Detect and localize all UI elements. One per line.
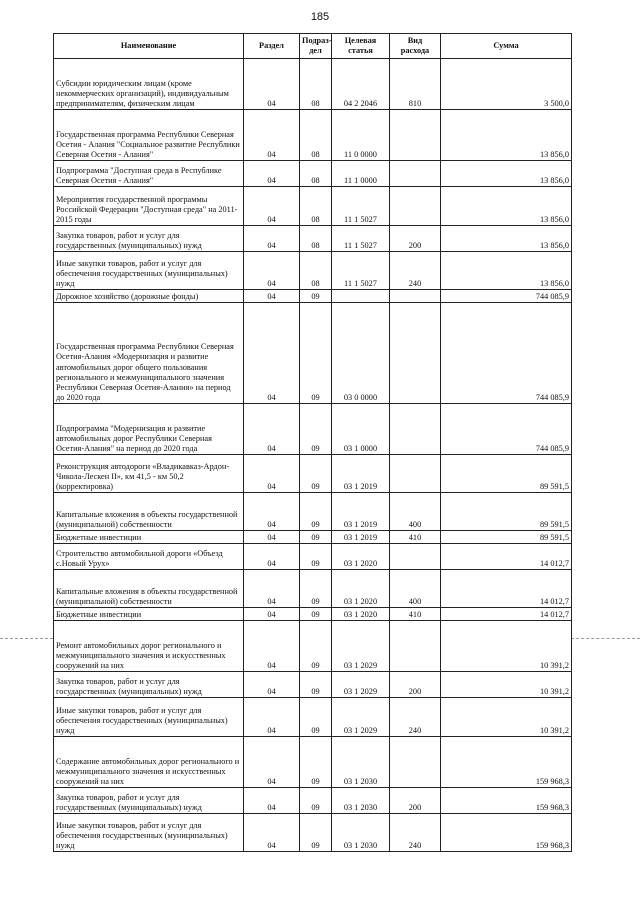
row-target: 11 0 0000 xyxy=(332,110,390,161)
row-name: Государственная программа Республики Северная Осетия - Алания "Социальное развитие Республики Северная Осетия - Алания" xyxy=(54,110,244,161)
table-row xyxy=(54,404,572,455)
row-target: 03 0 0000 xyxy=(332,303,390,404)
row-subsection: 08 xyxy=(300,187,332,226)
row-section: 04 xyxy=(244,531,300,544)
row-subsection: 08 xyxy=(300,161,332,187)
row-section: 04 xyxy=(244,303,300,404)
row-name: Дорожное хозяйство (дорожные фонды) xyxy=(54,290,244,303)
row-amount: 14 012,7 xyxy=(441,544,572,570)
row-section: 04 xyxy=(244,226,300,252)
row-expense-type: 240 xyxy=(390,698,441,737)
table-row xyxy=(54,672,572,698)
row-target: 03 1 2029 xyxy=(332,621,390,672)
table-row xyxy=(54,788,572,814)
row-name: Иные закупки товаров, работ и услуг для обеспечения государственных (муниципальных) нужд xyxy=(54,698,244,737)
row-section: 04 xyxy=(244,455,300,493)
row-target: 11 1 0000 xyxy=(332,161,390,187)
table-row xyxy=(54,226,572,252)
row-expense-type: 400 xyxy=(390,493,441,531)
row-target: 04 2 2046 xyxy=(332,59,390,110)
row-amount: 744 085,9 xyxy=(441,303,572,404)
row-amount: 14 012,7 xyxy=(441,608,572,621)
row-target: 03 1 2019 xyxy=(332,493,390,531)
row-target xyxy=(332,290,390,303)
row-expense-type xyxy=(390,455,441,493)
row-expense-type xyxy=(390,187,441,226)
row-subsection: 09 xyxy=(300,544,332,570)
row-section: 04 xyxy=(244,788,300,814)
column-header-expense-type: Вид расхода xyxy=(390,34,441,59)
row-name: Строительство автомобильной дороги «Объезд с.Новый Урух» xyxy=(54,544,244,570)
row-subsection: 09 xyxy=(300,303,332,404)
table-row xyxy=(54,737,572,788)
table-row xyxy=(54,187,572,226)
table-row xyxy=(54,493,572,531)
row-target: 11 1 5027 xyxy=(332,187,390,226)
row-name: Бюджетные инвестиции xyxy=(54,531,244,544)
row-amount: 89 591,5 xyxy=(441,455,572,493)
row-amount: 10 391,2 xyxy=(441,672,572,698)
row-subsection: 09 xyxy=(300,608,332,621)
row-name: Закупка товаров, работ и услуг для государственных (муниципальных) нужд xyxy=(54,672,244,698)
table-row xyxy=(54,455,572,493)
row-section: 04 xyxy=(244,737,300,788)
margin-dashed-line-right xyxy=(571,638,640,639)
row-target: 11 1 5027 xyxy=(332,226,390,252)
column-header-name: Наименование xyxy=(54,34,244,59)
column-header-section: Раздел xyxy=(244,34,300,59)
row-expense-type xyxy=(390,303,441,404)
table-row xyxy=(54,252,572,290)
row-amount: 89 591,5 xyxy=(441,493,572,531)
row-section: 04 xyxy=(244,672,300,698)
row-expense-type xyxy=(390,110,441,161)
row-section: 04 xyxy=(244,404,300,455)
column-header-target: Целевая статья xyxy=(332,34,390,59)
table-row xyxy=(54,814,572,852)
row-expense-type xyxy=(390,621,441,672)
row-expense-type: 410 xyxy=(390,608,441,621)
row-section: 04 xyxy=(244,621,300,672)
table-row xyxy=(54,303,572,404)
row-subsection: 08 xyxy=(300,59,332,110)
row-subsection: 09 xyxy=(300,404,332,455)
row-target: 03 1 2029 xyxy=(332,698,390,737)
row-target: 11 1 5027 xyxy=(332,252,390,290)
row-section: 04 xyxy=(244,187,300,226)
row-name: Закупка товаров, работ и услуг для государственных (муниципальных) нужд xyxy=(54,788,244,814)
row-expense-type: 200 xyxy=(390,788,441,814)
table-row xyxy=(54,290,572,303)
row-amount: 13 856,0 xyxy=(441,252,572,290)
row-expense-type: 200 xyxy=(390,672,441,698)
row-amount: 744 085,9 xyxy=(441,404,572,455)
margin-dashed-line-left xyxy=(0,638,53,639)
row-expense-type xyxy=(390,737,441,788)
row-name: Мероприятия государственной программы Российской Федерации "Доступная среда" на 2011-2015 годы xyxy=(54,187,244,226)
row-section: 04 xyxy=(244,290,300,303)
row-subsection: 09 xyxy=(300,698,332,737)
row-section: 04 xyxy=(244,570,300,608)
row-expense-type: 240 xyxy=(390,252,441,290)
table-row xyxy=(54,608,572,621)
row-amount: 13 856,0 xyxy=(441,226,572,252)
row-expense-type: 410 xyxy=(390,531,441,544)
row-amount: 14 012,7 xyxy=(441,570,572,608)
row-section: 04 xyxy=(244,252,300,290)
row-amount: 13 856,0 xyxy=(441,161,572,187)
row-section: 04 xyxy=(244,608,300,621)
row-name: Капитальные вложения в объекты государственной (муниципальной) собственности xyxy=(54,493,244,531)
row-name: Закупка товаров, работ и услуг для государственных (муниципальных) нужд xyxy=(54,226,244,252)
row-subsection: 09 xyxy=(300,493,332,531)
row-name: Подпрограмма "Доступная среда в Республике Северная Осетия - Алания" xyxy=(54,161,244,187)
row-section: 04 xyxy=(244,544,300,570)
row-target: 03 1 2030 xyxy=(332,814,390,852)
row-target: 03 1 0000 xyxy=(332,404,390,455)
table-row xyxy=(54,531,572,544)
row-amount: 159 968,3 xyxy=(441,788,572,814)
row-name: Субсидии юридическим лицам (кроме некоммерческих организаций), индивидуальным предпринимателям, физическим лицам xyxy=(54,59,244,110)
row-amount: 13 856,0 xyxy=(441,110,572,161)
row-amount: 159 968,3 xyxy=(441,737,572,788)
row-name: Ремонт автомобильных дорог регионального и межмуниципального значения и искусственных сооружений на них xyxy=(54,621,244,672)
column-header-subsection: Подраз- дел xyxy=(300,34,332,59)
row-expense-type: 400 xyxy=(390,570,441,608)
row-section: 04 xyxy=(244,161,300,187)
row-amount: 3 500,0 xyxy=(441,59,572,110)
row-name: Иные закупки товаров, работ и услуг для обеспечения государственных (муниципальных) нужд xyxy=(54,252,244,290)
row-name: Государственная программа Республики Северная Осетия-Алания «Модернизация и развитие автомобильных дорог общего пользования регионального и межмуниципального значения Республики Северная Осетия-Алания» на период до 2020 года xyxy=(54,303,244,404)
table-row xyxy=(54,570,572,608)
column-header-amount: Сумма xyxy=(441,34,572,59)
row-subsection: 08 xyxy=(300,110,332,161)
table-row xyxy=(54,110,572,161)
row-section: 04 xyxy=(244,814,300,852)
row-target: 03 1 2020 xyxy=(332,544,390,570)
row-expense-type xyxy=(390,544,441,570)
row-amount: 744 085,9 xyxy=(441,290,572,303)
row-subsection: 09 xyxy=(300,737,332,788)
row-amount: 10 391,2 xyxy=(441,621,572,672)
table-row xyxy=(54,59,572,110)
row-subsection: 08 xyxy=(300,252,332,290)
row-expense-type xyxy=(390,290,441,303)
row-subsection: 09 xyxy=(300,814,332,852)
row-target: 03 1 2020 xyxy=(332,608,390,621)
row-name: Реконструкция автодороги «Владикавказ-Ардон-Чикола-Лескен II», км 41,5 - км 50,2 (корректировка) xyxy=(54,455,244,493)
table-row xyxy=(54,621,572,672)
row-target: 03 1 2019 xyxy=(332,455,390,493)
row-subsection: 09 xyxy=(300,672,332,698)
page-number: 185 xyxy=(310,11,330,23)
row-amount: 159 968,3 xyxy=(441,814,572,852)
row-amount: 13 856,0 xyxy=(441,187,572,226)
row-amount: 10 391,2 xyxy=(441,698,572,737)
table-row xyxy=(54,544,572,570)
row-section: 04 xyxy=(244,493,300,531)
row-section: 04 xyxy=(244,110,300,161)
row-subsection: 09 xyxy=(300,570,332,608)
row-section: 04 xyxy=(244,59,300,110)
table-row xyxy=(54,161,572,187)
row-name: Капитальные вложения в объекты государственной (муниципальной) собственности xyxy=(54,570,244,608)
row-section: 04 xyxy=(244,698,300,737)
row-name: Бюджетные инвестиции xyxy=(54,608,244,621)
row-name: Иные закупки товаров, работ и услуг для обеспечения государственных (муниципальных) нужд xyxy=(54,814,244,852)
row-subsection: 08 xyxy=(300,226,332,252)
row-expense-type xyxy=(390,404,441,455)
row-expense-type: 240 xyxy=(390,814,441,852)
budget-table xyxy=(53,33,572,852)
row-name: Подпрограмма "Модернизация и развитие автомобильных дорог Республики Северная Осетия-Алания" на период до 2020 года xyxy=(54,404,244,455)
row-subsection: 09 xyxy=(300,531,332,544)
row-expense-type xyxy=(390,161,441,187)
row-target: 03 1 2030 xyxy=(332,788,390,814)
row-expense-type: 200 xyxy=(390,226,441,252)
row-subsection: 09 xyxy=(300,621,332,672)
row-target: 03 1 2020 xyxy=(332,570,390,608)
row-target: 03 1 2030 xyxy=(332,737,390,788)
row-target: 03 1 2019 xyxy=(332,531,390,544)
row-amount: 89 591,5 xyxy=(441,531,572,544)
row-expense-type: 810 xyxy=(390,59,441,110)
row-subsection: 09 xyxy=(300,788,332,814)
row-name: Содержание автомобильных дорог регионального и межмуниципального значения и искусственных сооружений на них xyxy=(54,737,244,788)
row-target: 03 1 2029 xyxy=(332,672,390,698)
table-header-row xyxy=(54,34,572,59)
table-row xyxy=(54,698,572,737)
row-subsection: 09 xyxy=(300,290,332,303)
row-subsection: 09 xyxy=(300,455,332,493)
